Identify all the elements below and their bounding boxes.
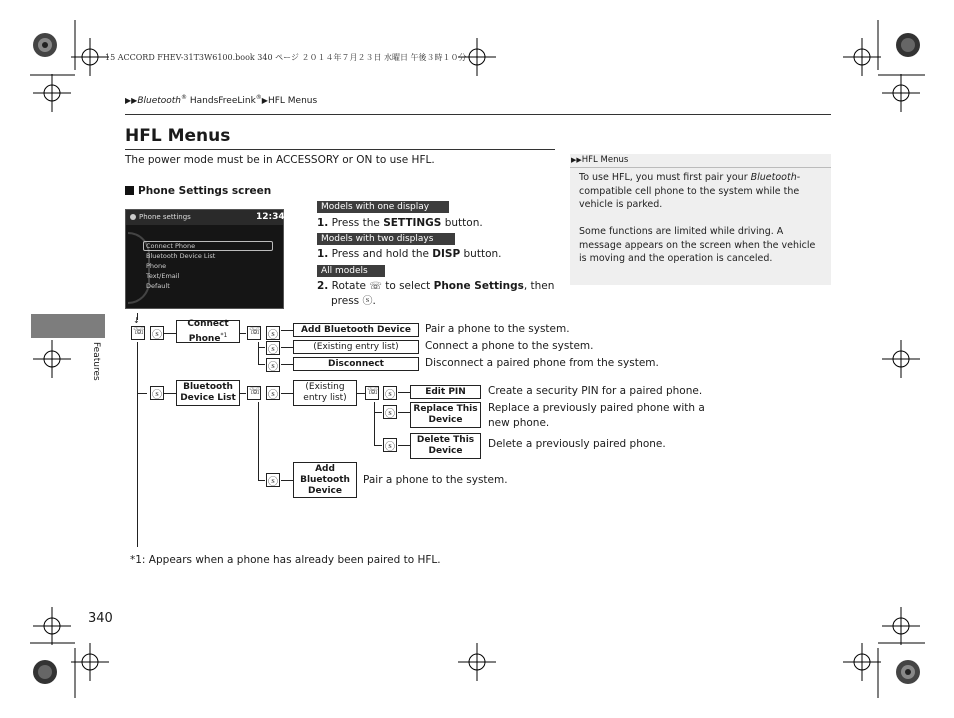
side-tab-label: Features (91, 342, 101, 381)
breadcrumb-part[interactable]: HandsFreeLink (187, 96, 256, 106)
press-icon: ⓢ (150, 326, 164, 340)
screen-menu-item[interactable]: Default (146, 282, 170, 290)
note-heading: ▶▶HFL Menus (571, 155, 629, 165)
tree-line (258, 347, 265, 348)
tree-line (398, 445, 410, 446)
menu-replace-this-device[interactable]: Replace This Device (410, 402, 481, 428)
desc-add-bluetooth-device-2: Pair a phone to the system. (363, 474, 508, 486)
menu-bluetooth-device-list[interactable]: Bluetooth Device List (176, 380, 240, 406)
intro-text: The power mode must be in ACCESSORY or ON to use HFL. (125, 154, 435, 166)
breadcrumb-arrow-icon: ▶▶ (125, 96, 138, 105)
desc-replace-this-device: Replace a previously paired phone with a new phone. (488, 402, 705, 429)
tree-line (258, 402, 259, 480)
tree-line (281, 393, 293, 394)
tree-line (258, 364, 265, 365)
press-icon: ⓢ (383, 386, 397, 400)
tree-line (398, 412, 410, 413)
tree-line (258, 342, 259, 364)
dial-icon: ☏ (247, 386, 261, 400)
print-header: 15 ACCORD FHEV-31T3W6100.book 340 ページ ２０１４年７月２３日 水曜日 午後３時１０分 (105, 53, 467, 62)
title-rule (125, 149, 555, 150)
press-icon: ⓢ (266, 386, 280, 400)
screen-menu-item[interactable]: Bluetooth Device List (146, 252, 216, 260)
tree-line (240, 393, 246, 394)
tree-line (137, 393, 147, 394)
tree-line (240, 333, 246, 334)
press-icon: ⓢ (266, 473, 280, 487)
label-two-displays: Models with two displays (317, 233, 455, 245)
note-box (570, 154, 831, 285)
tree-line (164, 393, 176, 394)
breadcrumb-part[interactable]: Bluetooth (137, 96, 182, 106)
header-rule (125, 114, 831, 115)
menu-existing-entry-list-2[interactable]: (Existing entry list) (293, 380, 357, 406)
dial-icon: ☏ (247, 326, 261, 340)
footnote: *1: Appears when a phone has already been paired to HFL. (130, 554, 441, 566)
breadcrumb-current: HFL Menus (267, 96, 318, 106)
desc-add-bluetooth-device: Pair a phone to the system. (425, 323, 570, 335)
page-title: HFL Menus (125, 126, 231, 146)
desc-edit-pin: Create a security PIN for a paired phone. (488, 385, 703, 397)
dial-icon: ☏ (365, 386, 379, 400)
menu-disconnect[interactable]: Disconnect (293, 357, 419, 371)
square-bullet-icon (125, 186, 134, 195)
screen-menu-item[interactable]: Text/Email (146, 272, 180, 280)
page-number: 340 (88, 611, 113, 626)
breadcrumb: ▶▶Bluetooth® HandsFreeLink®▶HFL Menus (125, 94, 318, 106)
tree-line (281, 347, 293, 348)
screen-phone-icon (130, 214, 136, 220)
note-divider (570, 167, 831, 168)
tree-line (258, 480, 265, 481)
note-paragraph-2: Some functions are limited while driving. A message appears on the screen when the vehicle is moving and the operation is canceled. (579, 226, 816, 264)
press-icon: ⓢ (150, 386, 164, 400)
desc-disconnect: Disconnect a paired phone from the system. (425, 357, 659, 369)
screen-clock: 12:34 (256, 212, 285, 222)
press-icon: ⓢ (362, 296, 373, 307)
menu-connect-phone[interactable]: Connect Phone$^{*1}$ (176, 320, 240, 343)
screen-menu-item[interactable]: Phone (146, 262, 167, 270)
desc-existing-entry-list: Connect a phone to the system. (425, 340, 594, 352)
tree-line (281, 330, 293, 331)
dial-icon: ☏ (369, 281, 382, 292)
press-icon: ⓢ (266, 341, 280, 355)
note-arrow-icon: ▶▶ (571, 156, 582, 164)
step-two-displays: 1. Press and hold the DISP button. (317, 248, 502, 260)
menu-add-bluetooth-device[interactable]: Add Bluetooth Device (293, 323, 419, 337)
note-paragraph-1: To use HFL, you must first pair your Bluetooth-compatible cell phone to the system while the vehicle is parked. (579, 172, 801, 210)
side-tab (31, 314, 105, 338)
dial-icon: ☏ (131, 326, 145, 340)
press-icon: ⓢ (383, 405, 397, 419)
screen-title: Phone settings (139, 213, 191, 221)
down-arrow-icon: ↓ (133, 316, 140, 325)
menu-add-bluetooth-device-2[interactable]: Add Bluetooth Device (293, 462, 357, 498)
section-heading: Phone Settings screen (125, 185, 271, 197)
menu-existing-entry-list[interactable]: (Existing entry list) (293, 340, 419, 354)
phone-settings-screen (125, 209, 284, 309)
tree-line (164, 333, 176, 334)
step-all-models: 2. Rotate ☏ to select Phone Settings, then press ⓢ. (317, 280, 555, 307)
press-icon: ⓢ (266, 326, 280, 340)
menu-edit-pin[interactable]: Edit PIN (410, 385, 481, 399)
tree-line (137, 342, 138, 547)
press-icon: ⓢ (266, 358, 280, 372)
screen-menu-item[interactable]: Connect Phone (146, 242, 196, 250)
tree-line (374, 445, 382, 446)
tree-line (374, 412, 382, 413)
breadcrumb-arrow-icon: ▶ (261, 96, 268, 105)
desc-delete-this-device: Delete a previously paired phone. (488, 438, 666, 450)
tree-line (281, 480, 293, 481)
screen-menu-list (146, 241, 215, 291)
tree-line (398, 392, 410, 393)
menu-delete-this-device[interactable]: Delete This Device (410, 433, 481, 459)
tree-line (281, 364, 293, 365)
label-all-models: All models (317, 265, 385, 277)
label-one-display: Models with one display (317, 201, 449, 213)
step-one-display: 1. Press the SETTINGS button. (317, 217, 483, 229)
tree-line (374, 402, 375, 445)
press-icon: ⓢ (383, 438, 397, 452)
